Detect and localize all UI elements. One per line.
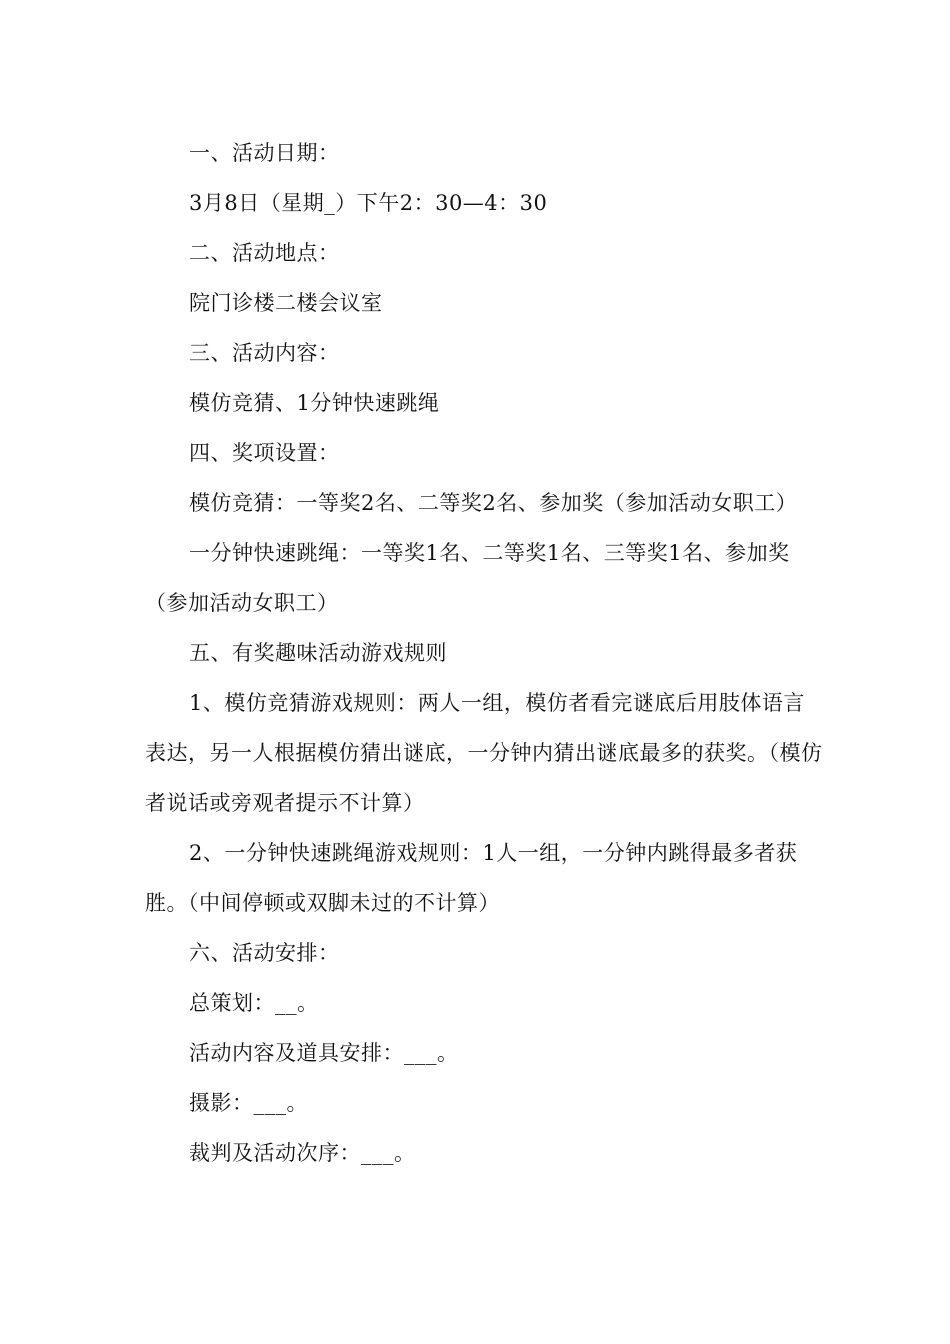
arrangement-planner: 总策划：__。 bbox=[189, 991, 319, 1015]
arrangement-props: 活动内容及道具安排：___。 bbox=[189, 1041, 459, 1065]
heading-game-rules: 五、有奖趣味活动游戏规则 bbox=[189, 641, 447, 665]
heading-award-settings: 四、奖项设置： bbox=[189, 441, 340, 465]
rule-jump-rope: 2、一分钟快速跳绳游戏规则：1人一组，一分钟内跳得最多者获胜。（中间停顿或双脚未过的不计算） bbox=[145, 841, 798, 915]
arrangement-photography: 摄影：___。 bbox=[189, 1091, 308, 1115]
heading-arrangements: 六、活动安排： bbox=[189, 941, 340, 965]
award-imitation-guess: 模仿竞猜：一等奖2名、二等奖2名、参加奖（参加活动女职工） bbox=[189, 491, 798, 515]
document-body bbox=[145, 128, 825, 1178]
rule-imitation-guess: 1、模仿竞猜游戏规则：两人一组，模仿者看完谜底后用肢体语言表达，另一人根据模仿猜出谜底，一分钟内猜出谜底最多的获奖。（模仿者说话或旁观者提示不计算） bbox=[145, 691, 823, 815]
activity-location-text: 院门诊楼二楼会议室 bbox=[189, 291, 383, 315]
arrangement-referee: 裁判及活动次序：___。 bbox=[189, 1141, 416, 1165]
heading-activity-content: 三、活动内容： bbox=[189, 341, 340, 365]
heading-activity-location: 二、活动地点： bbox=[189, 241, 340, 265]
activity-content-text: 模仿竞猜、1分钟快速跳绳 bbox=[189, 391, 440, 415]
heading-activity-date: 一、活动日期： bbox=[189, 141, 340, 165]
award-jump-rope: 一分钟快速跳绳：一等奖1名、二等奖1名、三等奖1名、参加奖（参加活动女职工） bbox=[145, 541, 790, 615]
activity-date-text: 3月8日（星期_）下午2：30—4：30 bbox=[189, 191, 548, 215]
